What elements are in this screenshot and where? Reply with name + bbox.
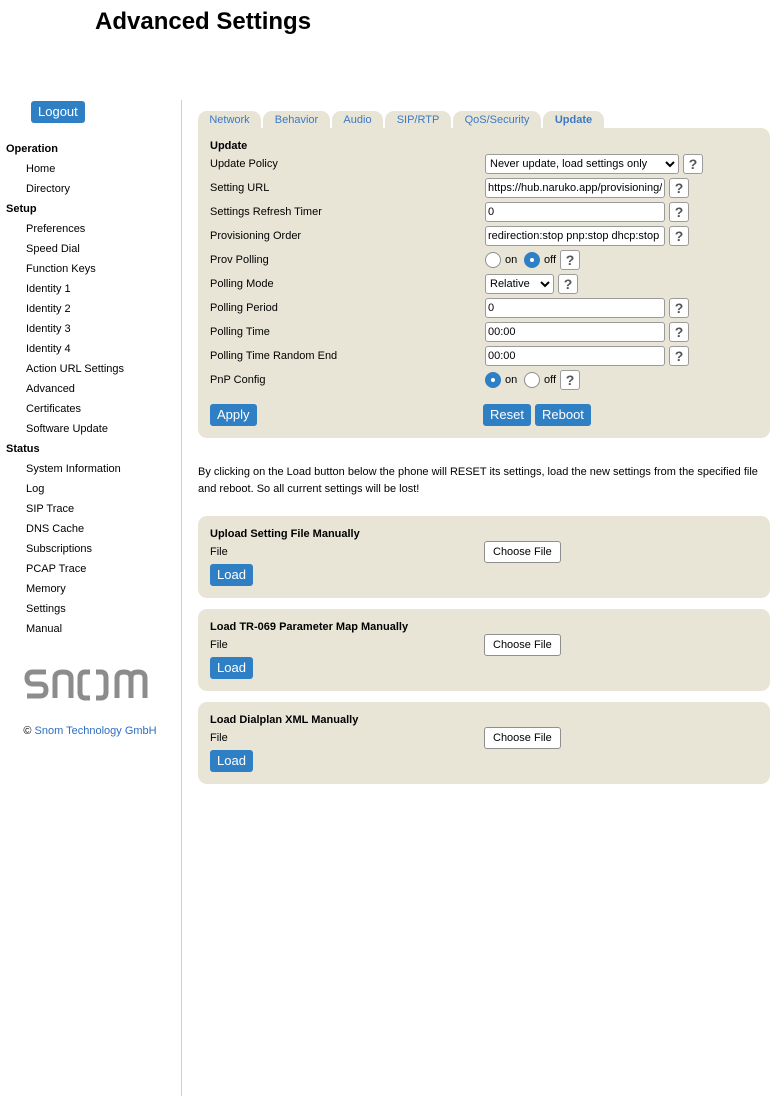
row-polling-period <box>210 296 765 320</box>
pnp-config-label: PnP Config <box>210 374 266 386</box>
update-panel <box>198 128 770 438</box>
sidebar-section-setup: Setup <box>6 203 37 215</box>
sidebar-item-identity-4[interactable]: Identity 4 <box>26 343 71 355</box>
polling-period-label: Polling Period <box>210 302 278 314</box>
setting-url-input[interactable] <box>485 178 665 198</box>
load-dialplan-panel <box>198 702 770 784</box>
tab-audio[interactable]: Audio <box>332 111 383 129</box>
page-title: Advanced Settings <box>95 8 312 35</box>
pnp-config-off-radio[interactable] <box>524 372 540 388</box>
file-label: File <box>210 639 228 651</box>
sidebar-item-action-url-settings[interactable]: Action URL Settings <box>26 363 125 375</box>
reset-button[interactable]: Reset <box>483 404 531 426</box>
prov-polling-label: Prov Polling <box>210 254 269 266</box>
prov-polling-off-radio[interactable] <box>524 252 540 268</box>
help-icon[interactable]: ? <box>558 274 578 294</box>
help-icon[interactable]: ? <box>669 178 689 198</box>
prov-polling-on-label: on <box>505 254 518 266</box>
sidebar-item-log[interactable]: Log <box>26 483 45 495</box>
provisioning-order-label: Provisioning Order <box>210 230 302 242</box>
logout-button[interactable]: Logout <box>31 101 85 123</box>
reset-warning-text: By clicking on the Load button below the phone will RESET its settings, load the new settings from the specified file and reboot. So all current settings will be lost! <box>198 466 758 495</box>
polling-time-input[interactable] <box>485 322 665 342</box>
load-button[interactable]: Load <box>210 564 253 586</box>
sidebar-item-directory[interactable]: Directory <box>26 183 71 195</box>
sidebar-item-speed-dial[interactable]: Speed Dial <box>26 243 80 255</box>
sidebar-item-software-update[interactable]: Software Update <box>26 423 108 435</box>
tab-sip-rtp[interactable]: SIP/RTP <box>385 111 451 129</box>
sidebar-item-pcap-trace[interactable]: PCAP Trace <box>26 563 87 575</box>
row-update-policy <box>210 152 765 176</box>
help-icon[interactable]: ? <box>669 298 689 318</box>
help-icon[interactable]: ? <box>669 346 689 366</box>
sidebar-divider <box>181 100 182 1096</box>
sidebar-section-status: Status <box>6 443 40 455</box>
sidebar-item-subscriptions[interactable]: Subscriptions <box>26 543 93 555</box>
upload-setting-title: Upload Setting File Manually <box>210 528 360 540</box>
row-pnp-config <box>210 368 765 392</box>
sidebar-item-preferences[interactable]: Preferences <box>26 223 86 235</box>
tab-qos-security[interactable]: QoS/Security <box>453 111 541 129</box>
row-settings-refresh-timer <box>210 200 765 224</box>
help-icon[interactable]: ? <box>683 154 703 174</box>
sidebar-item-settings[interactable]: Settings <box>26 603 66 615</box>
settings-refresh-timer-label: Settings Refresh Timer <box>210 206 322 218</box>
sidebar-item-identity-1[interactable]: Identity 1 <box>26 283 71 295</box>
row-polling-time-random-end <box>210 344 765 368</box>
sidebar-item-memory[interactable]: Memory <box>26 583 66 595</box>
provisioning-order-input[interactable] <box>485 226 665 246</box>
tab-behavior[interactable]: Behavior <box>263 111 330 129</box>
sidebar-item-certificates[interactable]: Certificates <box>26 403 82 415</box>
sidebar-item-identity-2[interactable]: Identity 2 <box>26 303 71 315</box>
load-button[interactable]: Load <box>210 657 253 679</box>
update-policy-label: Update Policy <box>210 158 278 170</box>
polling-period-input[interactable] <box>485 298 665 318</box>
update-policy-select[interactable] <box>485 154 679 174</box>
pnp-config-on-label: on <box>505 374 518 386</box>
company-link[interactable]: Snom Technology GmbH <box>34 725 157 737</box>
sidebar <box>0 139 180 639</box>
file-label: File <box>210 732 228 744</box>
polling-time-random-end-label: Polling Time Random End <box>210 350 338 362</box>
upload-setting-panel <box>198 516 770 598</box>
polling-mode-label: Polling Mode <box>210 278 274 290</box>
load-button[interactable]: Load <box>210 750 253 772</box>
sidebar-item-identity-3[interactable]: Identity 3 <box>26 323 71 335</box>
tab-update[interactable]: Update <box>543 111 604 129</box>
prov-polling-on-radio[interactable] <box>485 252 501 268</box>
help-icon[interactable]: ? <box>560 250 580 270</box>
row-setting-url <box>210 176 765 200</box>
load-tr069-title: Load TR-069 Parameter Map Manually <box>210 621 409 633</box>
row-polling-time <box>210 320 765 344</box>
apply-button[interactable]: Apply <box>210 404 257 426</box>
load-tr069-panel <box>198 609 770 691</box>
choose-file-button[interactable]: Choose File <box>484 541 561 563</box>
sidebar-item-system-information[interactable]: System Information <box>26 463 121 475</box>
polling-time-random-end-input[interactable] <box>485 346 665 366</box>
prov-polling-off-label: off <box>544 254 557 266</box>
help-icon[interactable]: ? <box>669 226 689 246</box>
sidebar-item-home[interactable]: Home <box>26 163 56 175</box>
sidebar-item-dns-cache[interactable]: DNS Cache <box>26 523 85 535</box>
help-icon[interactable]: ? <box>669 202 689 222</box>
choose-file-button[interactable]: Choose File <box>484 727 561 749</box>
polling-time-label: Polling Time <box>210 326 270 338</box>
row-polling-mode <box>210 272 765 296</box>
setting-url-label: Setting URL <box>210 182 270 194</box>
file-label: File <box>210 546 228 558</box>
help-icon[interactable]: ? <box>560 370 580 390</box>
pnp-config-on-radio[interactable] <box>485 372 501 388</box>
help-icon[interactable]: ? <box>669 322 689 342</box>
update-section-title: Update <box>210 140 248 152</box>
reboot-button[interactable]: Reboot <box>535 404 591 426</box>
row-prov-polling <box>210 248 765 272</box>
snom-logo <box>24 664 159 708</box>
sidebar-item-function-keys[interactable]: Function Keys <box>26 263 96 275</box>
tab-network[interactable]: Network <box>198 111 261 129</box>
copyright-symbol: © <box>23 725 32 737</box>
sidebar-item-sip-trace[interactable]: SIP Trace <box>26 503 75 515</box>
choose-file-button[interactable]: Choose File <box>484 634 561 656</box>
row-provisioning-order <box>210 224 765 248</box>
sidebar-item-manual[interactable]: Manual <box>26 623 63 635</box>
copyright <box>0 725 180 737</box>
polling-mode-select[interactable] <box>485 274 554 294</box>
sidebar-section-operation: Operation <box>6 143 58 155</box>
settings-refresh-timer-input[interactable] <box>485 202 665 222</box>
load-dialplan-title: Load Dialplan XML Manually <box>210 714 359 726</box>
sidebar-item-advanced[interactable]: Advanced <box>26 383 75 395</box>
pnp-config-off-label: off <box>544 374 557 386</box>
